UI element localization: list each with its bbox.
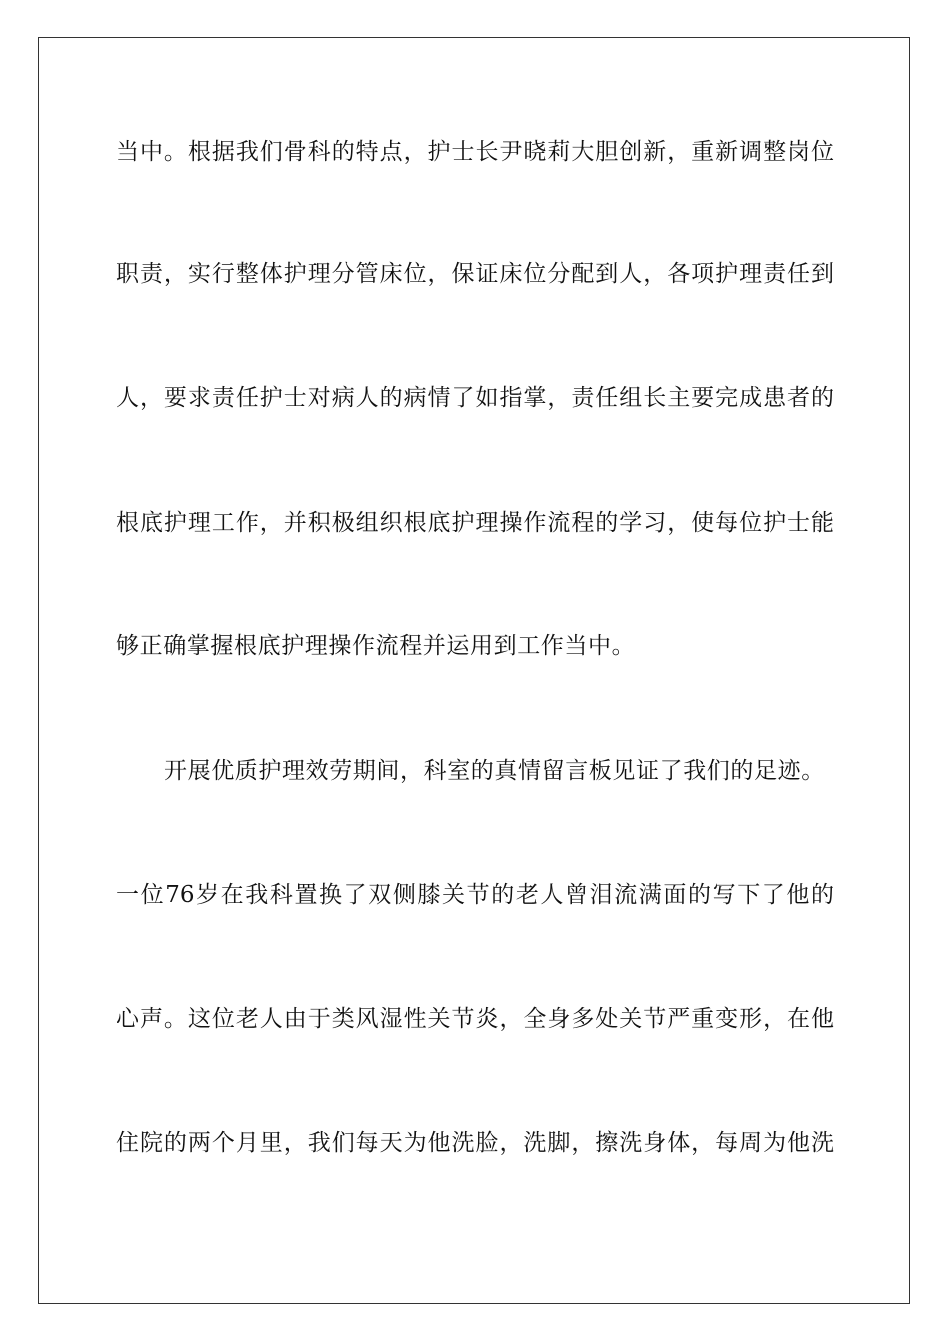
paragraph-2-line-4: 住院的两个月里，我们每天为他洗脸，洗脚，擦洗身体，每周为他洗 [116,1130,834,1156]
page-border [38,37,910,1304]
paragraph-2-line-3: 心声。这位老人由于类风湿性关节炎，全身多处关节严重变形，在他 [116,1006,834,1032]
paragraph-2-line-1: 开展优质护理效劳期间，科室的真情留言板见证了我们的足迹。 [164,758,825,784]
paragraph-line-2: 职责，实行整体护理分管床位，保证床位分配到人，各项护理责任到 [116,261,834,287]
paragraph-line-3: 人，要求责任护士对病人的病情了如指掌，责任组长主要完成患者的 [116,385,834,411]
paragraph-line-1: 当中。根据我们骨科的特点，护士长尹晓莉大胆创新，重新调整岗位 [116,139,834,165]
paragraph-2-line-2: 一位76岁在我科置换了双侧膝关节的老人曾泪流满面的写下了他的 [116,882,834,908]
paragraph-line-5: 够正确掌握根底护理操作流程并运用到工作当中。 [116,633,636,659]
paragraph-line-4: 根底护理工作，并积极组织根底护理操作流程的学习，使每位护士能 [116,510,834,536]
